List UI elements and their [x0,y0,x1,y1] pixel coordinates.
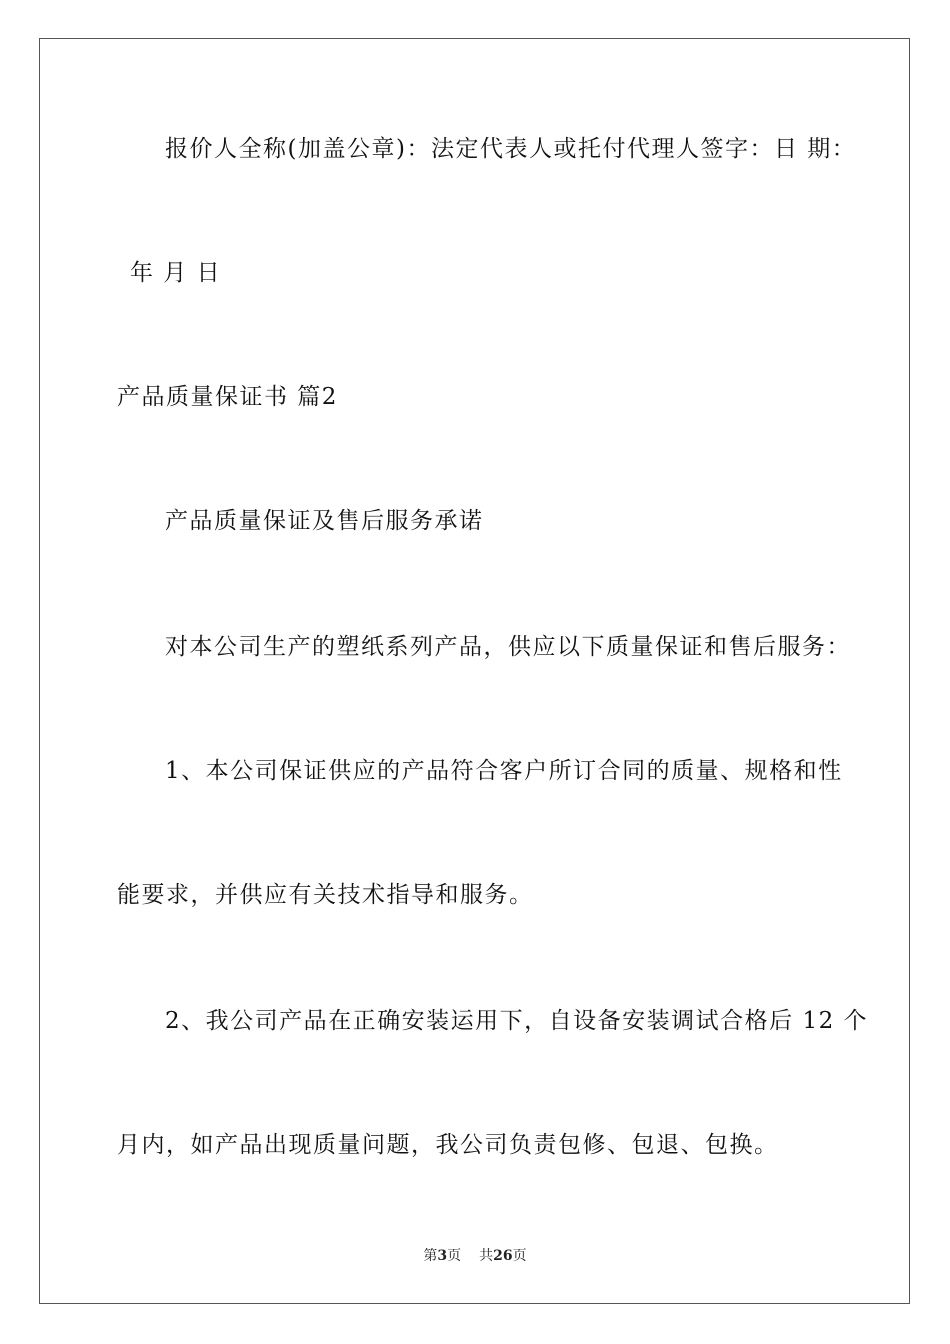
page-border [39,38,910,1304]
total-prefix: 共 [479,1248,494,1264]
page-prefix: 第 [423,1248,438,1264]
quote-signature-line: 报价人全称(加盖公章)：法定代表人或托付代理人签字：日 期： [165,136,857,162]
date-line: 年 月 日 [130,260,222,286]
total-pages: 26 [493,1248,513,1264]
clause-2-line-1: 2、我公司产品在正确安装运用下，自设备安装调试合格后 12 个 [165,1008,869,1034]
intro-paragraph: 对本公司生产的塑纸系列产品，供应以下质量保证和售后服务： [165,634,851,660]
section-heading: 产品质量保证书 篇2 [117,384,338,410]
clause-1-line-2: 能要求，并供应有关技术指导和服务。 [117,882,534,908]
subsection-title: 产品质量保证及售后服务承诺 [165,508,484,534]
page-number: 3 [437,1248,448,1264]
page-suffix: 页 [447,1248,462,1264]
total-suffix: 页 [512,1248,527,1264]
clause-2-line-2: 月内，如产品出现质量问题，我公司负责包修、包退、包换。 [117,1132,779,1158]
clause-1-line-1: 1、本公司保证供应的产品符合客户所订合同的质量、规格和性 [165,758,843,784]
page-footer [0,1246,950,1266]
